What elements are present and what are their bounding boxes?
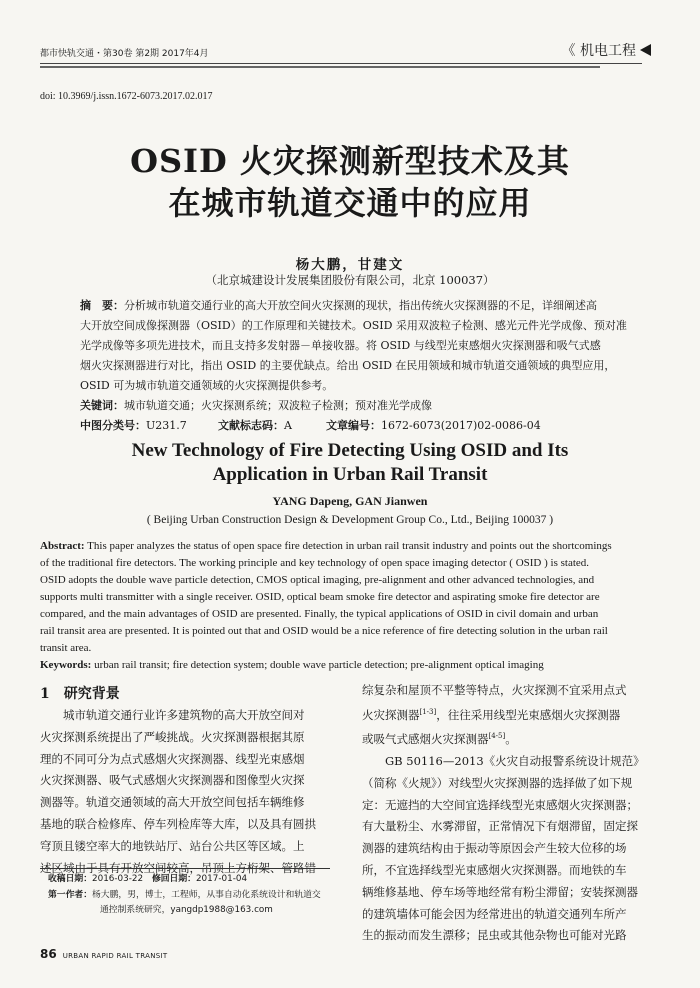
title-en-line1: New Technology of Fire Detecting Using OSID and Its xyxy=(131,440,569,461)
abstract-cn xyxy=(80,296,640,436)
abstract-en-line: supports multi transmitter with a single receiver. OSID, optical beam smoke fire detector and aspirating smoke fire detector are xyxy=(40,591,600,603)
body-line: 基地的联合检修库、停车列检库等大库，以及具有圆拱 xyxy=(40,816,316,831)
first-author-info: 杨大鹏，男，博士，工程师，从事自动化系统设计和轨道交 xyxy=(92,890,321,900)
body-line: 定：无遮挡的大空间宜选择线型光束感烟火灾探测器； xyxy=(362,797,638,812)
body-left-column xyxy=(40,705,330,879)
article-no-value: 1672-6073(2017)02-0086-04 xyxy=(381,419,541,432)
header-rule-thick xyxy=(40,66,600,68)
abstract-en-line: compared, and the main advantages of OSID are presented. Finally, the typical applications of OSID in civil domain and urban xyxy=(40,608,599,620)
footnote-author xyxy=(48,888,321,918)
article-no-label: 文章编号： xyxy=(326,419,381,432)
body-line: GB 50116—2013《火灾自动报警系统设计规范》 xyxy=(385,754,645,769)
affiliation-cn: （北京城建设计发展集团股份有限公司，北京 100037） xyxy=(205,273,495,287)
classification-line xyxy=(80,416,640,436)
revised-label: 修回日期： xyxy=(151,874,196,884)
citation: [4-5] xyxy=(488,732,506,741)
abstract-cn-line: OSID 可为城市轨道交通领域的火灾探测提供参考。 xyxy=(80,379,334,392)
abstract-en-line: rail transit area are presented. It is pointed out that and OSID would be a nice reference of fire detecting solution in the urban rail xyxy=(40,625,608,637)
footnote-dates xyxy=(48,872,247,887)
abstract-cn-line: 大开放空间成像探测器（OSID）的工作原理和关键技术。OSID 采用双波粒子检测、感光元件光学成像、预对准 xyxy=(80,319,627,332)
body-line: 测器的建筑结构由于振动等原因会产生较大位移的场 xyxy=(362,841,627,856)
keywords-en: urban rail transit; fire detection system; double wave particle detection; pre-alignment optical imaging xyxy=(94,659,544,671)
body-line: 或吸气式感烟火灾探测器 xyxy=(362,732,489,747)
abstract-en-line: transit area. xyxy=(40,642,92,654)
running-header xyxy=(40,40,665,62)
abstract-cn-line: 分析城市轨道交通行业的高大开放空间火灾探测的现状，指出传统火灾探测器的不足，详细阐述高 xyxy=(124,299,597,312)
body-right-column xyxy=(362,680,652,947)
first-author-info-cont: 通控制系统研究，yangdp1988@163.com xyxy=(100,905,273,915)
journal-info: 都市快轨交通・第30卷 第2期 2017年4月 xyxy=(40,49,209,59)
abstract-cn-line: 光学成像等多项先进技术，而且支持多发射器－单接收器。将 OSID 与线型光束感烟火灾探测器和吸气式感 xyxy=(80,339,601,352)
keywords-en-label: Keywords: xyxy=(40,659,92,671)
doc-code-label: 文献标志码： xyxy=(218,419,284,432)
body-line: 。 xyxy=(505,732,517,747)
clc-label: 中图分类号： xyxy=(80,419,146,432)
body-line: 火灾探测器、吸气式感烟火灾探测器和图像型火灾探 xyxy=(40,773,305,788)
title-cn-line1: OSID 火灾探测新型技术及其 xyxy=(130,142,570,180)
body-line: 城市轨道交通行业许多建筑物的高大开放空间对 xyxy=(63,708,305,722)
section-name: 《 机电工程 xyxy=(561,43,636,59)
triangle-marker-icon xyxy=(640,44,651,56)
body-line: 火灾探测系统提出了严峻挑战。火灾探测器根据其原 xyxy=(40,729,305,744)
doi: doi: 10.3969/j.issn.1672-6073.2017.02.017 xyxy=(40,91,213,102)
body-line: 辆维修基地、停车场等地经常有粉尘滞留；安装探测器 xyxy=(362,884,638,899)
body-line: ，往往采用线型光束感烟火灾探测器 xyxy=(436,707,621,722)
body-line: 理的不同可分为点式感烟火灾探测器、线型光束感烟 xyxy=(40,751,305,766)
affiliation-en: ( Beijing Urban Construction Design & Development Group Co., Ltd., Beijing 100037 ) xyxy=(146,514,554,526)
title-en-line2: Application in Urban Rail Transit xyxy=(212,464,488,485)
doc-code-value: A xyxy=(284,419,292,432)
abstract-en-line: This paper analyzes the status of open space fire detection in urban rail transit industry and points out the shortcomings xyxy=(87,540,612,552)
body-line: 述区域由于具有开放空间较高，吊顶上方桁架、管路错 xyxy=(40,860,316,875)
abstract-en-line: OSID adopts the double wave particle detection, CMOS optical imaging, pre-alignment and other advanced technologies, and xyxy=(40,574,595,586)
first-author-label: 第一作者： xyxy=(48,890,92,900)
body-line: 综复杂和屋顶不平整等特点，火灾探测不宜采用点式 xyxy=(362,683,627,697)
body-line: 穹顶且镂空率大的地铁站厅、站台公共区等区域。上 xyxy=(40,838,305,853)
citation: [1-3] xyxy=(419,707,437,716)
header-rule xyxy=(40,63,642,64)
abstract-cn-line: 烟火灾探测器进行对比，指出 OSID 的主要优缺点。给出 OSID 在民用领域和城市轨道交通领域的典型应用， xyxy=(80,359,616,372)
footnote-rule xyxy=(40,868,330,869)
body-line: 的建筑墙体可能会因为经常进出的轨道交通列车所产 xyxy=(362,906,627,921)
clc-value: U231.7 xyxy=(146,419,187,432)
section-heading: 1 研究背景 xyxy=(40,686,120,702)
page-footer xyxy=(40,947,167,961)
journal-name-en: URBAN RAPID RAIL TRANSIT xyxy=(62,952,168,960)
abstract-cn-label: 摘 要： xyxy=(80,299,124,312)
body-line: 有大量粉尘、水雾滞留，正常情况下有烟滞留，固定探 xyxy=(362,819,638,834)
abstract-en-line: of the traditional fire detectors. The working principle and key technology of open space imaging detector ( OSID ) is stated. xyxy=(40,557,590,569)
body-line: 所，不宜选择线型光束感烟火灾探测器。而地铁的车 xyxy=(362,863,627,878)
body-line: 火灾探测器 xyxy=(362,707,420,722)
received-date: 2016-03-22 xyxy=(92,874,144,884)
abstract-en-label: Abstract: xyxy=(40,540,85,552)
body-line: 测器等。轨道交通领域的高大开放空间包括车辆维修 xyxy=(40,795,305,810)
section-label xyxy=(562,40,651,60)
page-number: 86 xyxy=(40,947,57,961)
abstract-en xyxy=(40,538,650,674)
authors-en: YANG Dapeng, GAN Jianwen xyxy=(272,494,428,508)
title-cn-line2: 在城市轨道交通中的应用 xyxy=(168,184,532,222)
revised-date: 2017-01-04 xyxy=(195,874,248,884)
authors-cn: 杨大鹏，甘建文 xyxy=(295,257,405,273)
body-line: （简称《火规》）对线型火灾探测器的选择做了如下规 xyxy=(362,775,633,790)
body-line: 生的振动而发生漂移；昆虫或其他杂物也可能对光路 xyxy=(362,928,627,943)
keywords-cn-label: 关键词： xyxy=(80,399,124,412)
keywords-cn: 城市轨道交通；火灾探测系统；双波粒子检测；预对准光学成像 xyxy=(124,399,432,412)
received-label: 收稿日期： xyxy=(48,874,92,884)
